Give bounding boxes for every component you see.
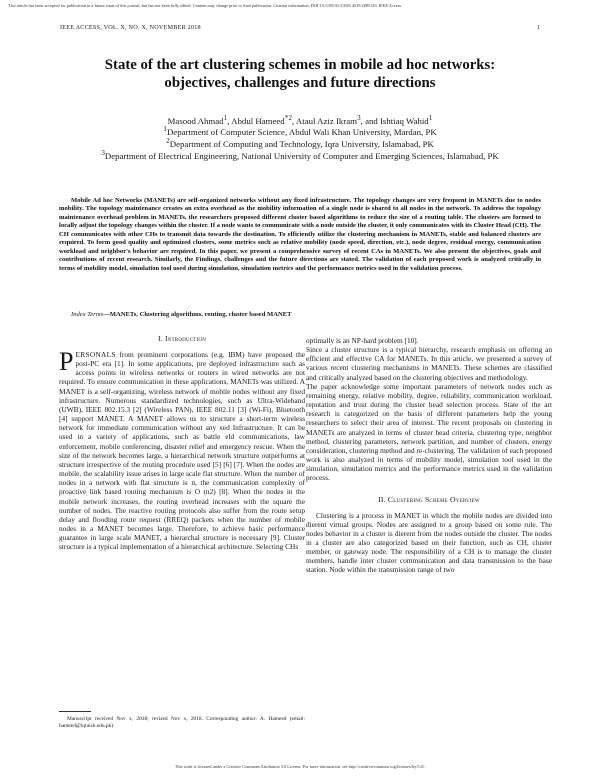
affiliation-text: Department of Computing and Technology, Iqra University, Islamabad, PK [169,138,434,149]
author-list: Masood Ahmad$^1$, Abdul Hameed$^{*2}$, Ataul Aziz Ikram$^3$, and Ishtiaq Wahid$^1$ [167,113,433,126]
title-line-1: State of the art clustering schemes in mobile ad hoc networks: [104,57,496,73]
right-column [306,336,552,575]
left-column [59,334,305,551]
body-paragraph: Since a cluster structure is a typical hierarchy, research emphasis on offering an efficient and effective CA for MANETs. In this article, we presented a survey of various recent clustering mechanisms in MANETs. These schemes are classified and critically analyzed based on the clustering objectives and methodology. [306,345,552,382]
index-terms-text: MANETs, Clustering algorithms, routing, cluster based MANET [109,311,292,318]
affiliation-sup: 3 [101,148,105,157]
body-paragraph [59,347,305,552]
index-terms: Index Terms—MANETs, Clustering algorithms, routing, cluster based MANET [71,311,292,318]
abstract: Mobile Ad hoc Networks (MANETs) are self-organized networks without any fixed infrastructure. The topology changes are very frequent in MANETs due to nodes mobility. The topology maintenance creates an extra overhead as the mobility information of a single node is shared to all nodes in the network. To address the topology maintenance overhead problem in MANETs, the researchers proposed different cluster based algorithms to reduce the size of a routing table. The clusters are formed to locally adjust the topology changes within the cluster. If a node wants to communicate with a node outside the cluster, it only communicates with its Cluster Head (CH). The CH communicates with other CHs to transmit data towards the destination. To efficiently utilize the clustering mechanism in MANETs, stable and balanced clusters are required. To form good quality and optimized clusters, some metrics such as relative mobility (node speed, direction, etc.), node degree, residual energy, communication workload and neighbor's behavior are required. In this paper, we present a comprehensive survey of recent CAs in MANETs. We also present the objectives, goals and contributions of recent research. Similarly, the Findings, challenges and the future directions are stated. The validation of each proposed work is analyzed critically in terms of mobility model, simulation tool used during simulation, simulation metrics and the performance metrics used in the validation process. [59,197,541,272]
journal-info: IEEE ACCESS, VOL. X, NO. X, NOVEMBER 2018 [60,24,201,31]
affiliation-text: Department of Electrical Engineering, National University of Computer and Emerging Sciences, Islamabad, PK [104,150,499,161]
index-terms-label: Index Terms [71,311,104,318]
author-sup: 3 [357,113,361,122]
lead-word: ERSONALS [75,350,116,359]
author-sup: *2 [284,113,292,122]
running-head [60,24,540,31]
affiliation-text: Department of Computer Science, Abdul Wali Khan University, Mardan, PK [166,126,437,137]
author-name: Masood Ahmad [167,115,224,126]
title-line-2: objectives, challenges and future directions [164,75,436,91]
body-paragraph: optimally is an NP-hard problem [10]. [306,336,419,345]
author-sup: 1 [223,113,228,122]
author-name: Ishtiaq Wahid [379,115,429,126]
paragraph-text: from prominent corporations (e.g. IBM) have proposed the post-PC era [1]. In some applications, pre deployed infrastructure such as access points in wireless networks or routers in wired networks are not required. To ensure communication in these applications, MANETs was utilized. A MANET is a self-organizing, wireless network of mobile nodes without any fixed infrastructure. Numerous standardized technologies, such as Ultra-Wideband (UWB), IEEE 802.15.3 [2] (Wireless PAN), IEEE 802.11 [3] (Wi-Fi), Bluetooth [4] support MANET. A MANET allows us to structure a short-term wireless network for immediate communication without any xed Infrastructure. It can be used in a variety of applications, such as battle eld communications, law enforcement, mobile conferencing, disaster relief and emergency rescue. When the size of the network becomes large, a hierarchical network structure outperforms at structure irrespective of the routing procedure used [5] [6] [7]. When the nodes are mobile, the scalability issue arises in large scale flat structure. When the number of nodes in a network with flat structure is n, the communication complexity of proactive link based routing mechanism is O (n2) [8]. When the nodes in the mobile network increases, the routing overhead increases with the square the number of nodes. The reactive routing protocols also suffer from the route setup delay and flooding route request (RREQ) packets when the number of mobile nodes in a MANET becomes large. Therefore, to achieve basic performance guarantee in large scale MANET, a hierarchal structure is necessary [9]. Cluster structure is a typical implementation of a hierarchical architecture. Selecting CHs [59,350,305,552]
publication-banner: This article has been accepted for publication in a future issue of this journal, but has not been fully edited. Content may change prior to final publication. Citation information: DOI 10.1109/ACCESS.2018.2885120, IEEE Access [8,3,402,8]
affiliation-sup: 2 [166,136,170,145]
license-footer: This work is licensed under a Creative Commons Attribution 3.0 License. For more information, see http://creativecommons.org/licenses/by/3.0/. [174,764,426,769]
author-name: Abdul Hameed [231,115,285,126]
paper-title [40,56,560,92]
affiliation-sup: 1 [163,124,167,133]
author-sup: 1 [428,113,433,122]
author-name: Ataul Aziz Ikram [295,115,357,126]
page-number: 1 [536,24,540,31]
drop-cap: P [59,347,74,376]
body-paragraph: The paper acknowledge some important parameters of network nodes such as remaining energy, relative mobility, degree, reliability, communication workload, reputation and trust during the cluster head selection process. State of the art research is categorized on the basis of different parameters help the young researchers to select their area of interest. The recent proposals on clustering in MANETs are analyzed in terms of cluster head criteria, clustering type, neighbor method, clustering parameters, network partition, and number of clusters, energy consideration, clustering method and re-clustering. The validation of each proposed work is also analyzed in terms of mobility model, simulation tool used in the simulation, simulation metrics and the performance metrics used in the validation process. [306,381,552,483]
affiliation [40,147,560,162]
section-heading: II. Clustering Scheme Overview [378,494,480,504]
section-heading: I. Introduction [157,334,207,343]
footnote: Manuscript received Nov x, 2018; revised Nov x, 2018. Corresponding author: A. Hameed (email: hameed@iqraisb.edu.pk). [59,716,305,729]
body-paragraph: Clustering is a process in MANET in which the mobile nodes are divided into dierent virtual groups. Nodes are assigned to a group based on some rule. The nodes behavior in a cluster is dierent from the nodes outside the cluster. The nodes in a cluster are also categorized based on their function, such as CH, cluster member, or gateway node. The responsibility of a CH is to manage the cluster members, handle inter cluster communication and data transmission to the base station. Node within the transmission range of two [306,510,552,575]
footnote-rule [59,711,91,712]
